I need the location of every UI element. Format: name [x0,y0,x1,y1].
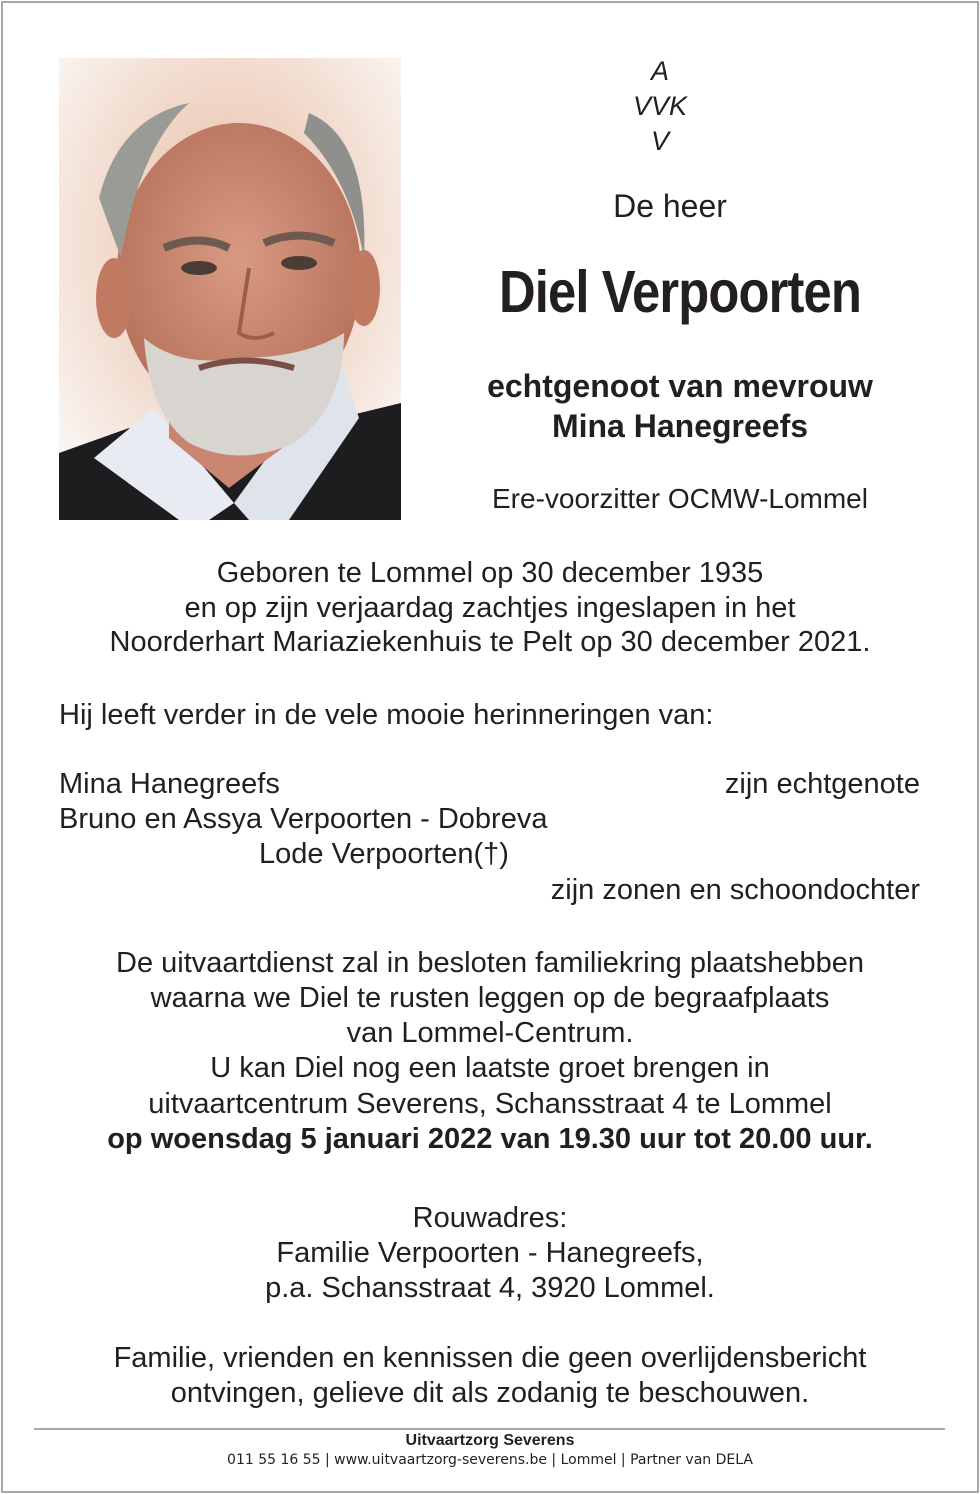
family-sons-line-2: Lode Verpoorten(†) [259,838,509,870]
family-spouse-relation: zijn echtgenote [724,768,920,800]
memories-intro: Hij leeft verder in de vele mooie herinneringen van: [59,699,714,731]
honorary-role: Ere-voorzitter OCMW-Lommel [492,483,868,514]
funeral-line-5: uitvaartcentrum Severens, Schansstraat 4 te Lommel [148,1088,832,1120]
cross-symbol-line-1: A [650,56,669,86]
footer-brand: Uitvaartzorg Severens [405,1432,575,1449]
honorific: De heer [613,188,727,224]
portrait-photo [59,58,401,520]
family-sons-line-1: Bruno en Assya Verpoorten - Dobreva [59,803,548,835]
funeral-line-4: U kan Diel nog een laatste groet brengen in [210,1052,770,1084]
footer-contact-info: 011 55 16 55 | www.uitvaartzorg-severens.be | Lommel | Partner van DELA [227,1452,753,1468]
funeral-line-1: De uitvaartdienst zal in besloten familiekring plaatshebben [116,947,864,979]
family-spouse-name: Mina Hanegreefs [59,768,280,800]
spouse-intro: echtgenoot van mevrouw [487,368,873,404]
cross-symbol-line-3: V [650,126,669,156]
footer-divider [34,1428,945,1430]
address-line-2: p.a. Schansstraat 4, 3920 Lommel. [265,1272,715,1304]
closing-line-2: ontvingen, gelieve dit als zodanig te beschouwen. [170,1377,810,1409]
birth-line-2: en op zijn verjaardag zachtjes ingeslapen in het [184,592,796,624]
address-label: Rouwadres: [412,1202,568,1234]
deceased-name: Diel Verpoorten [498,259,862,325]
cross-symbol-line-2: VVK [632,91,688,121]
funeral-visitation-time: op woensdag 5 januari 2022 van 19.30 uur tot 20.00 uur. [107,1123,873,1155]
funeral-line-2: waarna we Diel te rusten leggen op de begraafplaats [150,982,830,1014]
family-sons-relation: zijn zonen en schoondochter [550,874,920,906]
birth-line-3: Noorderhart Mariaziekenhuis te Pelt op 30 december 2021. [109,626,871,658]
spouse-name: Mina Hanegreefs [551,408,809,444]
address-line-1: Familie Verpoorten - Hanegreefs, [276,1237,704,1269]
funeral-line-3: van Lommel-Centrum. [346,1017,634,1049]
birth-line-1: Geboren te Lommel op 30 december 1935 [216,557,764,589]
closing-line-1: Familie, vrienden en kennissen die geen overlijdensbericht [113,1342,867,1374]
